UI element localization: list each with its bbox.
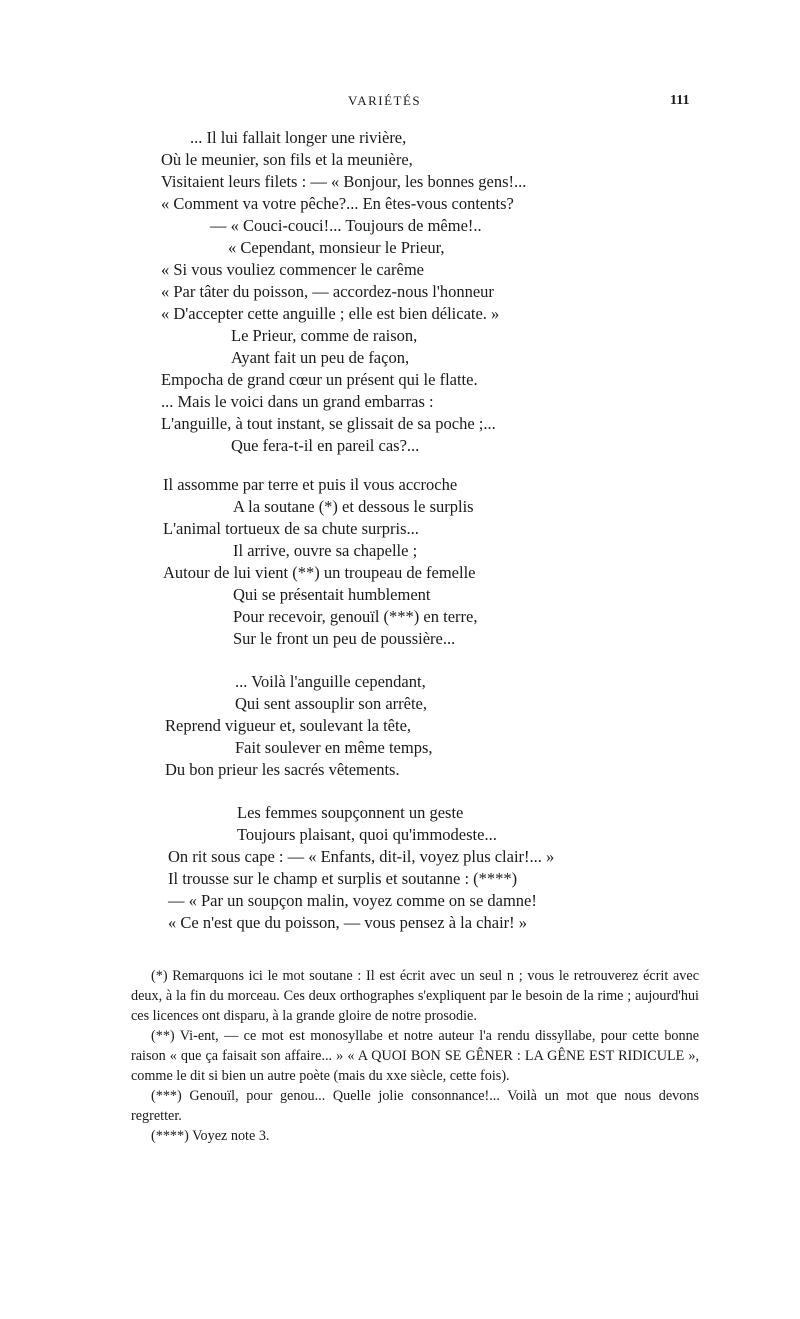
poem-line: Fait soulever en même temps,: [235, 738, 433, 757]
poem-line: Que fera-t-il en pareil cas?...: [231, 436, 420, 455]
poem-line: « Comment va votre pêche?... En êtes-vous contents?: [161, 194, 514, 213]
poem-line: Il trousse sur le champ et surplis et soutanne : (****): [168, 869, 518, 888]
poem-line: Qui sent assouplir son arrête,: [235, 694, 427, 713]
footnote-4: (****) Voyez note 3.: [151, 1128, 270, 1144]
poem-line: Du bon prieur les sacrés vêtements.: [165, 760, 400, 779]
poem-line: Ayant fait un peu de façon,: [231, 348, 410, 367]
poem-line: ... Mais le voici dans un grand embarras :: [161, 392, 434, 411]
footnote-3: (***) Genouïl, pour genou... Quelle jolie consonnance!... Voilà un mot que nous devons regretter.: [131, 1088, 699, 1124]
poem-line: « Ce n'est que du poisson, — vous pensez à la chair! »: [168, 913, 528, 932]
poem-line: On rit sous cape : — « Enfants, dit-il, voyez plus clair!... »: [168, 847, 555, 866]
poem-line: ... Voilà l'anguille cependant,: [235, 672, 426, 691]
poem-line: ... Il lui fallait longer une rivière,: [190, 128, 407, 147]
footnote-1: (*) Remarquons ici le mot soutane : Il est écrit avec un seul n ; vous le retrouverez écrit avec deux, à la fin du morceau. Ces deux orthographes s'expliquent par le besoin de la rime ; aujourd'hui ces licences ont disparu, à la grande gloire de notre prosodie.: [131, 968, 699, 1024]
poem-line: « Par tâter du poisson, — accordez-nous l'honneur: [161, 282, 494, 301]
poem-line: L'animal tortueux de sa chute surpris...: [163, 519, 419, 538]
page-header: [0, 93, 800, 115]
poem-line: Le Prieur, comme de raison,: [231, 326, 418, 345]
poem-line: Les femmes soupçonnent un geste: [237, 803, 464, 822]
poem-line: Il arrive, ouvre sa chapelle ;: [233, 541, 418, 560]
poem-line: Toujours plaisant, quoi qu'immodeste...: [237, 825, 497, 844]
running-title: VARIÉTÉS: [348, 93, 422, 108]
page-number: 111: [670, 93, 690, 108]
poem-line: « Cependant, monsieur le Prieur,: [228, 238, 445, 257]
poem-line: Pour recevoir, genouïl (***) en terre,: [233, 607, 478, 626]
footnotes: [131, 966, 699, 1146]
poem-line: « Si vous vouliez commencer le carême: [161, 260, 424, 279]
poem-line: Empocha de grand cœur un présent qui le flatte.: [161, 370, 478, 389]
poem-line: Autour de lui vient (**) un troupeau de femelle: [163, 563, 476, 582]
poem-line: Où le meunier, son fils et la meunière,: [161, 150, 413, 169]
poem-line: A la soutane (*) et dessous le surplis: [233, 497, 474, 516]
poem-line: — « Par un soupçon malin, voyez comme on se damne!: [168, 891, 537, 910]
poem-line: — « Couci-couci!... Toujours de même!..: [210, 216, 482, 235]
poem-line: Visitaient leurs filets : — « Bonjour, les bonnes gens!...: [161, 172, 527, 191]
poem-line: Reprend vigueur et, soulevant la tête,: [165, 716, 412, 735]
poem-line: « D'accepter cette anguille ; elle est bien délicate. »: [161, 304, 500, 323]
poem-line: Qui se présentait humblement: [233, 585, 431, 604]
poem-line: Il assomme par terre et puis il vous accroche: [163, 475, 458, 494]
footnote-2: (**) Vi-ent, — ce mot est monosyllabe et notre auteur l'a rendu dissyllabe, pour cette bonne raison « que ça faisait son affaire... » « A QUOI BON SE GÊNER : LA GÊNE EST RIDICULE », comme le dit si bien un autre poète (mais du xxe siècle, cette fois).: [131, 1028, 699, 1084]
poem-line: L'anguille, à tout instant, se glissait de sa poche ;...: [161, 414, 496, 433]
poem-line: Sur le front un peu de poussière...: [233, 629, 456, 648]
